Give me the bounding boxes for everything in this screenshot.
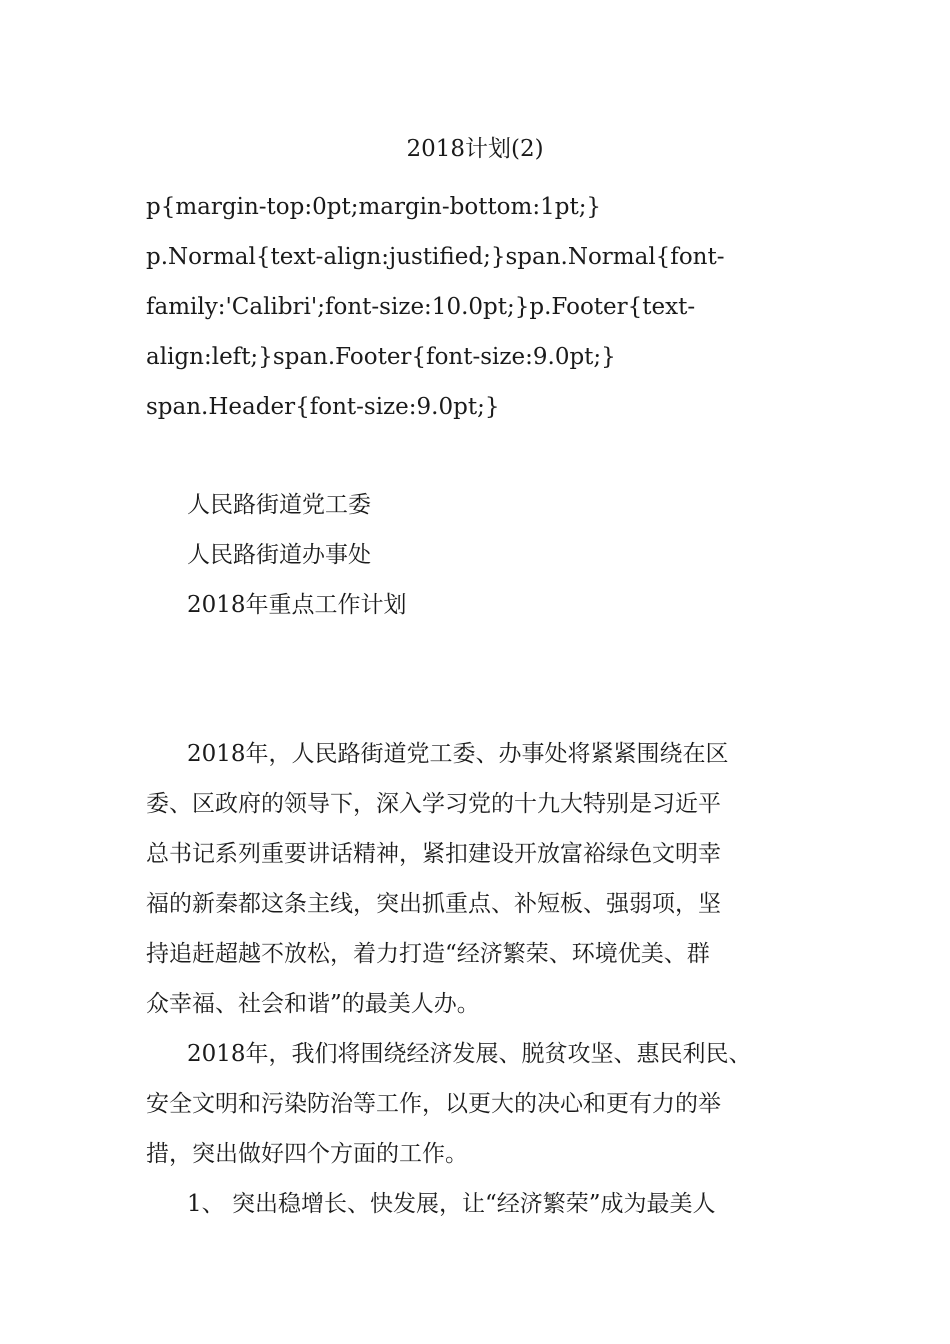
style-code-line: family:'Calibri';font-size:10.0pt;}p.Footer{text-	[146, 294, 696, 320]
body-line: 总书记系列重要讲话精神，紧扣建设开放富裕绿色文明幸	[146, 841, 721, 867]
body-line: 委、区政府的领导下，深入学习党的十九大特别是习近平	[146, 791, 721, 817]
body-line: 众幸福、社会和谐”的最美人办。	[146, 991, 480, 1017]
document-heading	[187, 480, 407, 630]
style-code-line: p.Normal{text-align:justified;}span.Normal{font-	[146, 244, 725, 270]
style-code-line: align:left;}span.Footer{font-size:9.0pt;}	[146, 344, 616, 370]
body-line: 2018年，人民路街道党工委、办事处将紧紧围绕在区	[187, 741, 729, 767]
heading-line-plan-title: 2018年重点工作计划	[187, 592, 407, 618]
heading-line-office: 人民路街道办事处	[187, 542, 371, 568]
document-title: 2018计划(2)	[406, 136, 544, 162]
body-line: 措，突出做好四个方面的工作。	[146, 1141, 468, 1167]
style-code-line: span.Header{font-size:9.0pt;}	[146, 394, 500, 420]
body-line: 持追赶超越不放松，着力打造“经济繁荣、环境优美、群	[146, 941, 710, 967]
body-line-numbered: 1、 突出稳增长、快发展，让“经济繁荣”成为最美人	[187, 1191, 716, 1217]
heading-line-party-committee: 人民路街道党工委	[187, 492, 371, 518]
document-body	[146, 729, 826, 1229]
style-code-line: p{margin-top:0pt;margin-bottom:1pt;}	[146, 194, 602, 220]
body-line: 福的新秦都这条主线，突出抓重点、补短板、强弱项，坚	[146, 891, 721, 917]
body-line: 安全文明和污染防治等工作，以更大的决心和更有力的举	[146, 1091, 721, 1117]
style-code-text	[146, 182, 826, 432]
body-line: 2018年，我们将围绕经济发展、脱贫攻坚、惠民利民、	[187, 1041, 752, 1067]
